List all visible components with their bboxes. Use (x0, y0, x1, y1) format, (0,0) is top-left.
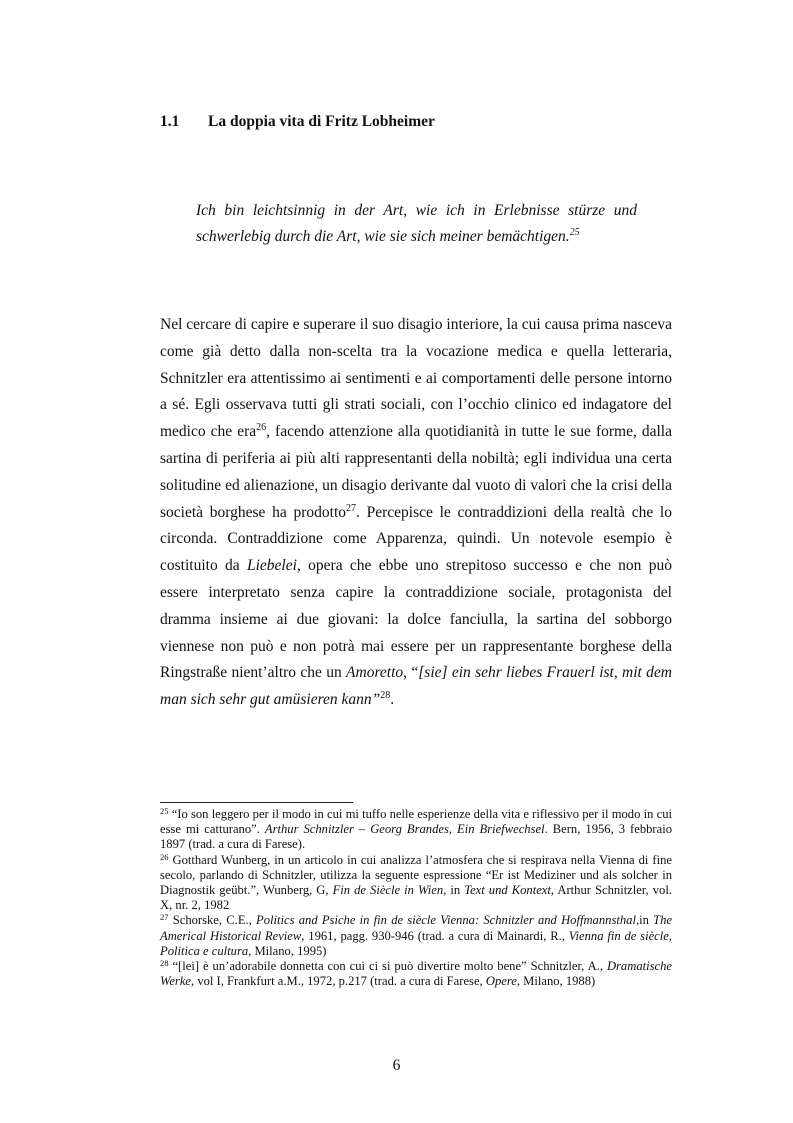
footnote-27 (160, 913, 672, 959)
body-text-4: , opera che ebbe uno strepitoso successo e che non può essere interpretato senza capire la contraddizione sociale, protagonista del dramma insieme ai due giovani: la dolce fanciulla, la sartina del sobborgo viennese non può e non potrà mai essere per un rappresentante borghese della Ringstraße nient’altro che un (160, 557, 672, 682)
footnote-citation-title: Dramatische Werke (160, 959, 672, 989)
footnote-28 (160, 959, 672, 989)
footnote-text: Gotthard Wunberg, in un articolo in cui analizza l’atmosfera che si respirava nella Vienna di fine secolo, parlando di Schnitzler, utilizza la seguente espressione “Er ist Mediziner und als solcher in Diagnostik geübt.”, Wunberg, G, (160, 852, 672, 898)
section-heading (160, 113, 435, 131)
footnote-text: “Io son leggero per il modo in cui mi tuffo nelle esperienze della vita e riflessivo per il modo in cui esse mi catturano”. (160, 807, 672, 837)
footnote-text: , Milano, 1995) (248, 943, 327, 958)
footnote-text: “[lei] è un’adorabile donnetta con cui ci si può divertire molto bene” Schnitzler, A., (168, 959, 607, 974)
body-text-2: , facendo attenzione alla quotidianità in tutte le sue forme, dalla sartina di periferia ai più alti rappresentanti della nobiltà; egli individua una certa solitudine ed alienazione, un disagio derivante dal vuoto di valori che la crisi della società borghese ha prodotto (160, 423, 672, 521)
body-text-1: Nel cercare di capire e superare il suo disagio interiore, la cui causa prima nasceva come già detto dalla non-scelta tra la vocazione medica e quella letteraria, Schnitzler era attentissimo ai sentimenti e ai comportamenti delle persone intorno a sé. Egli osservava tutti gli strati sociali, con l’occhio clinico ed indagatore del medico che era (160, 316, 672, 441)
footnote-citation-title: Text und Kontext (464, 883, 551, 898)
footnote-ref-25[interactable]: 25 (569, 227, 580, 238)
work-title-liebelei: Liebelei (247, 557, 297, 575)
footnote-text: , in (443, 883, 465, 898)
footnote-text: , Arthur Schnitzler, vol. X, nr. 2, 1982 (160, 883, 672, 913)
footnote-citation-title: Arthur Schnitzler – Georg Brandes, Ein Briefwechsel (264, 822, 545, 837)
footnote-ref-28[interactable]: 28 (380, 690, 391, 702)
german-quote: [sie] ein sehr liebes Frauerl ist, mit dem man sich sehr gut amüsieren kann” (160, 664, 672, 709)
footnote-citation-title: The Americal Historical Review (160, 913, 673, 943)
footnote-citation-title: Politics and Psiche in fin de siècle Vienna: Schnitzler and Hoffmannsthal (256, 913, 636, 928)
footnote-text: ,in (635, 913, 654, 928)
footnote-text: Schorske, C.E., (168, 913, 257, 928)
footnote-citation-title: Vienna fin de siècle, Politica e cultura (160, 928, 672, 958)
footnote-text: , vol I, Frankfurt a.M., 1972, p.217 (trad. a cura di Farese, (191, 974, 486, 989)
footnote-text: , Milano, 1988) (516, 974, 596, 989)
footnote-number: 25 (160, 806, 169, 816)
body-text-6: . (390, 691, 395, 709)
page-number: 6 (392, 1057, 401, 1074)
footnote-text: . Bern, 1956, 3 febbraio 1897 (trad. a cura di Farese). (160, 822, 673, 852)
footnote-citation-title: Opere (485, 974, 517, 989)
footnote-ref-26[interactable]: 26 (256, 422, 267, 434)
footnote-separator (160, 802, 353, 803)
footnote-number: 26 (160, 851, 169, 862)
epigraph-text: Ich bin leichtsinnig in der Art, wie ich in Erlebnisse stürze und schwerlebig durch die Art, wie sie sich meiner bemächtigen. (196, 202, 637, 245)
term-amoretto: Amoretto (346, 664, 404, 682)
section-title: La doppia vita di Fritz Lobheimer (208, 113, 435, 130)
footnote-citation-title: Fin de Siècle in Wien (332, 883, 444, 898)
footnotes (160, 807, 672, 989)
body-paragraph (160, 312, 672, 714)
footnote-number: 27 (160, 912, 169, 923)
epigraph (196, 198, 637, 250)
body-text-3: . Percepisce le contraddizioni della realtà che lo circonda. Contraddizione come Apparenza, quindi. Un notevole esempio è costituito da (160, 503, 672, 575)
footnote-26 (160, 853, 672, 914)
footnote-text: , 1961, pagg. 930-946 (trad. a cura di Mainardi, R., (301, 928, 569, 943)
body-text-5: , “ (403, 664, 419, 682)
footnote-ref-27[interactable]: 27 (346, 502, 357, 514)
footnote-25 (160, 807, 672, 853)
section-number: 1.1 (160, 113, 180, 130)
footnote-number: 28 (160, 958, 169, 969)
